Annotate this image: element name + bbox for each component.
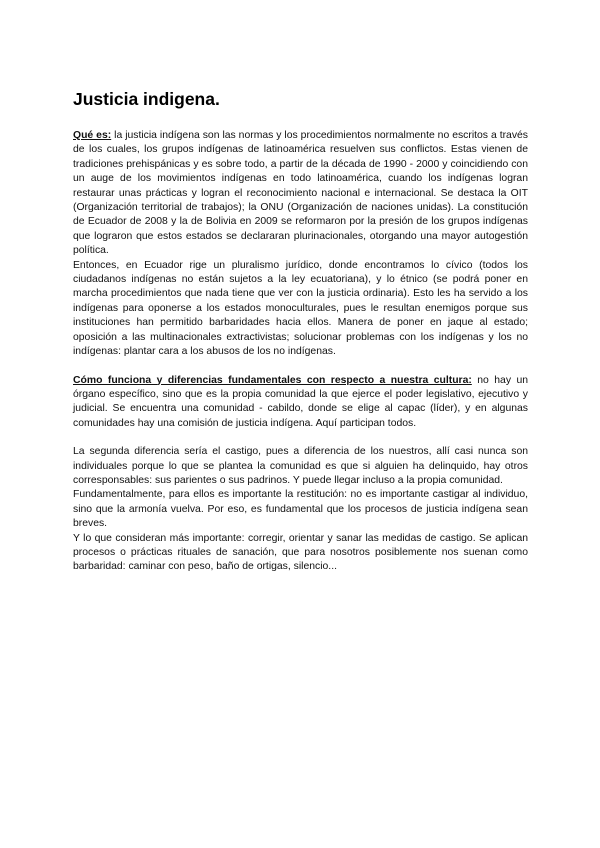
section1-paragraph1 (73, 129, 528, 259)
section1-paragraph2: Entonces, en Ecuador rige un pluralismo jurídico, donde encontramos lo cívico (todos los ciudadanos indígenas no están sujetos a la ley ecuatoriana), y lo étnico (se podrá poner en marcha procedimientos que nada tiene que ver con la justicia ordinaria). Esto les ha servido a los indígenas para oponerse a los estados monoculturales, pues le resultan enemigos porque sus instituciones han permitido barbaridades hacia ellos. Manera de poner en jaque al estado; oposición a las multinacionales extractivistas; solucionar problemas con los indígenas y los no indígenas: plantar cara a los abusos de los no indígenas. (73, 259, 528, 358)
section2-paragraph1-text: no hay un órgano específico, sino que es la propia comunidad la que ejerce el poder legislativo, ejecutivo y judicial. Se encuentra una comunidad - cabildo, donde se elige al capac (líder), y en algunas comunidades hay una comisión de justicia indígena. Aquí participan todos. (73, 374, 529, 429)
document-page (73, 88, 528, 575)
section2-paragraph1 (73, 374, 528, 432)
section-spacer (73, 360, 528, 374)
section3-paragraph1: La segunda diferencia sería el castigo, pues a diferencia de los nuestros, allí casi nunca son individuales porque lo que se plantea la comunidad es que si alguien ha delinquido, hay otros corresponsables: sus parientes o sus padrinos. Y puede llegar incluso a la propia comunidad. (73, 446, 528, 486)
section2-heading: Cómo funciona y diferencias fundamentales con respecto a nuestra cultura: (73, 374, 472, 386)
section3-paragraph3: Y lo que consideran más importante: corregir, orientar y sanar las medidas de castigo. Se aplican procesos o prácticas rituales de sanación, que para nosotros posiblemente nos suenan como barbaridad: caminar con peso, baño de ortigas, silencio... (73, 532, 528, 573)
section-spacer (73, 431, 528, 445)
document-title: Justicia indigena. (73, 89, 220, 109)
section1-paragraph1-text: la justicia indígena son las normas y los procedimientos normalmente no escritos a través de los cuales, los grupos indígenas de latinoamérica resuelven sus conflictos. Estas vienen de tradiciones prehispánicas y es sobre todo, a partir de la década de 1990 - 2000 y coincidiendo con un auge de los movimientos indígenas en todo latinoamérica, cuando los indígenas logran restaurar unas prácticas y logran el reconocimiento nacional e internacional. Se destaca la OIT (Organización territorial de trabajos); la ONU (Organización de naciones unidas). La constitución de Ecuador de 2008 y la de Bolivia en 2009 se reformaron por la presión de los grupos indígenas que lograron que estos estados se declararan plurinacionales, otorgando una mayor autogestión política. (73, 130, 528, 257)
section1-heading: Qué es: (73, 130, 112, 141)
section3-paragraph2: Fundamentalmente, para ellos es importante la restitución: no es importante castigar al individuo, sino que la armonía vuelva. Por eso, es fundamental que los procesos de justicia indígena sean breves. (73, 489, 528, 530)
